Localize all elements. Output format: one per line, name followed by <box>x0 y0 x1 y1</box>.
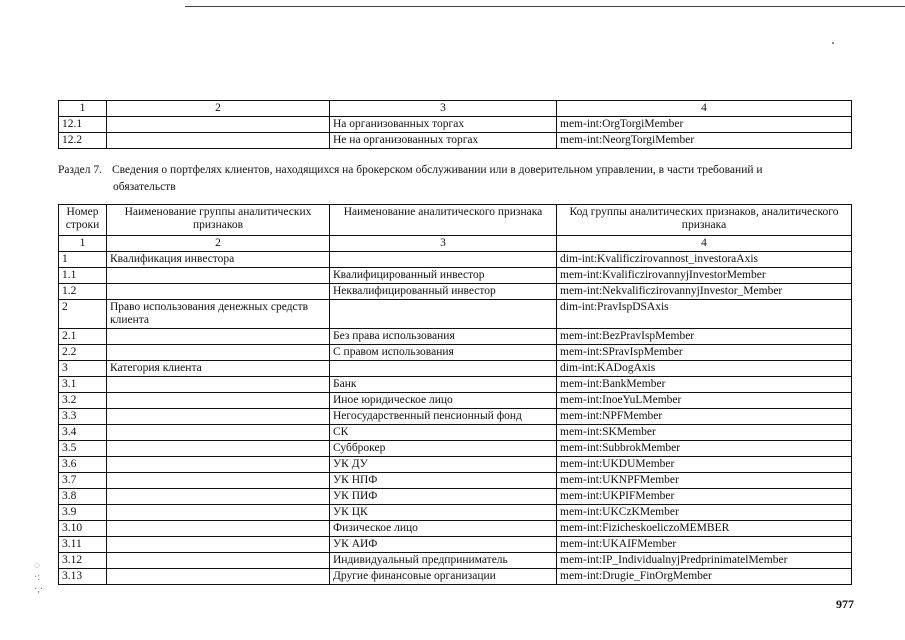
row-group <box>107 409 330 425</box>
row-number: 1.2 <box>59 284 107 300</box>
section-heading <box>58 162 858 196</box>
header-code: Код группы аналитических признаков, аналитического признака <box>557 205 852 236</box>
table-row <box>59 473 852 489</box>
row-group: Категория клиента <box>107 361 330 377</box>
col-number: 3 <box>330 101 557 117</box>
row-group <box>107 268 330 284</box>
row-number: 1.1 <box>59 268 107 284</box>
row-group <box>107 537 330 553</box>
col-number: 1 <box>59 236 107 252</box>
row-attribute: Неквалифицированный инвестор <box>330 284 557 300</box>
row-group <box>107 521 330 537</box>
table-row <box>59 252 852 268</box>
row-attribute: Иное юридическое лицо <box>330 393 557 409</box>
row-group <box>107 553 330 569</box>
row-attribute: С правом использования <box>330 345 557 361</box>
row-code: mem-int:Drugie_FinOrgMember <box>557 569 852 585</box>
row-code: mem-int:SubbrokMember <box>557 441 852 457</box>
row-attribute: Не на организованных торгах <box>330 133 557 149</box>
row-attribute: Субброкер <box>330 441 557 457</box>
table-row <box>59 117 852 133</box>
table-row <box>59 345 852 361</box>
row-code: mem-int:BezPravIspMember <box>557 329 852 345</box>
table-row <box>59 489 852 505</box>
row-number: 3 <box>59 361 107 377</box>
row-code: mem-int:BankMember <box>557 377 852 393</box>
row-group <box>107 284 330 300</box>
col-number: 1 <box>59 101 107 117</box>
row-code: mem-int:UKNPFMember <box>557 473 852 489</box>
table-row <box>59 361 852 377</box>
row-group <box>107 345 330 361</box>
header-attribute-name: Наименование аналитического признака <box>330 205 557 236</box>
col-number: 4 <box>557 101 852 117</box>
row-number: 2.2 <box>59 345 107 361</box>
row-attribute <box>330 361 557 377</box>
table-number-row <box>59 101 852 117</box>
table-row <box>59 537 852 553</box>
table-row <box>59 553 852 569</box>
section-7-table <box>58 204 852 585</box>
header-group-name: Наименование группы аналитических признаков <box>107 205 330 236</box>
row-number: 3.1 <box>59 377 107 393</box>
row-code: mem-int:UKPIFMember <box>557 489 852 505</box>
header-row-number: Номер строки <box>59 205 107 236</box>
row-attribute <box>330 300 557 329</box>
table-row <box>59 521 852 537</box>
table-row <box>59 441 852 457</box>
table-row <box>59 409 852 425</box>
table-number-row <box>59 236 852 252</box>
row-attribute: УК ЦК <box>330 505 557 521</box>
row-number: 3.5 <box>59 441 107 457</box>
row-number: 2.1 <box>59 329 107 345</box>
row-group <box>107 441 330 457</box>
row-group: Квалификация инвестора <box>107 252 330 268</box>
row-code: mem-int:NekvalificzirovannyjInvestor_Member <box>557 284 852 300</box>
row-code: mem-int:IP_IndividualnyjPredprinimatelMember <box>557 553 852 569</box>
row-group <box>107 117 330 133</box>
row-number: 3.7 <box>59 473 107 489</box>
row-number: 3.11 <box>59 537 107 553</box>
row-number: 1 <box>59 252 107 268</box>
row-group <box>107 329 330 345</box>
table-row <box>59 329 852 345</box>
row-group <box>107 473 330 489</box>
row-number: 2 <box>59 300 107 329</box>
row-attribute: На организованных торгах <box>330 117 557 133</box>
row-number: 12.2 <box>59 133 107 149</box>
row-code: mem-int:UKDUMember <box>557 457 852 473</box>
row-group <box>107 377 330 393</box>
row-attribute: УК АИФ <box>330 537 557 553</box>
row-number: 3.13 <box>59 569 107 585</box>
row-number: 12.1 <box>59 117 107 133</box>
row-code: dim-int:KADogAxis <box>557 361 852 377</box>
row-attribute: Банк <box>330 377 557 393</box>
continuation-table <box>58 100 852 149</box>
row-code: dim-int:Kvalificzirovannost_investoraAxis <box>557 252 852 268</box>
col-number: 2 <box>107 236 330 252</box>
col-number: 3 <box>330 236 557 252</box>
table-row <box>59 457 852 473</box>
top-rule <box>185 6 905 7</box>
row-number: 3.3 <box>59 409 107 425</box>
section-number: Раздел 7. <box>58 164 103 176</box>
row-code: mem-int:KvalificzirovannyjInvestorMember <box>557 268 852 284</box>
col-number: 4 <box>557 236 852 252</box>
col-number: 2 <box>107 101 330 117</box>
row-group <box>107 393 330 409</box>
row-group <box>107 133 330 149</box>
row-code: dim-int:PravIspDSAxis <box>557 300 852 329</box>
table-row <box>59 268 852 284</box>
table-row <box>59 569 852 585</box>
table-row <box>59 393 852 409</box>
table-row <box>59 284 852 300</box>
row-attribute: Физическое лицо <box>330 521 557 537</box>
row-number: 3.8 <box>59 489 107 505</box>
scan-margin-marks: ◌ ·: ·,· <box>34 560 44 595</box>
row-group <box>107 425 330 441</box>
row-number: 3.9 <box>59 505 107 521</box>
table-header-row <box>59 205 852 236</box>
row-code: mem-int:NPFMember <box>557 409 852 425</box>
page-number: 977 <box>836 597 854 611</box>
table-row <box>59 133 852 149</box>
row-code: mem-int:InoeYuLMember <box>557 393 852 409</box>
row-code: mem-int:UKCzKMember <box>557 505 852 521</box>
row-attribute: Негосударственный пенсионный фонд <box>330 409 557 425</box>
row-group <box>107 505 330 521</box>
table-row <box>59 505 852 521</box>
row-code: mem-int:SPravIspMember <box>557 345 852 361</box>
scan-speck <box>832 42 834 44</box>
row-number: 3.4 <box>59 425 107 441</box>
row-attribute: УК ДУ <box>330 457 557 473</box>
row-code: mem-int:NeorgTorgiMember <box>557 133 852 149</box>
row-attribute: Другие финансовые организации <box>330 569 557 585</box>
row-code: mem-int:UKAIFMember <box>557 537 852 553</box>
section-title-line2: обязательств <box>113 181 176 193</box>
row-number: 3.10 <box>59 521 107 537</box>
table-row <box>59 377 852 393</box>
row-group <box>107 489 330 505</box>
row-number: 3.2 <box>59 393 107 409</box>
row-code: mem-int:OrgTorgiMember <box>557 117 852 133</box>
table-row <box>59 300 852 329</box>
row-group <box>107 569 330 585</box>
table-row <box>59 425 852 441</box>
section-title-line1: Сведения о портфелях клиентов, находящихся на брокерском обслуживании или в доверительном управлении, в части требований и <box>112 164 763 176</box>
row-attribute: УК ПИФ <box>330 489 557 505</box>
row-attribute: УК НПФ <box>330 473 557 489</box>
row-attribute: Без права использования <box>330 329 557 345</box>
row-attribute <box>330 252 557 268</box>
row-code: mem-int:SKMember <box>557 425 852 441</box>
row-number: 3.6 <box>59 457 107 473</box>
row-group: Право использования денежных средств клиента <box>107 300 330 329</box>
row-group <box>107 457 330 473</box>
row-attribute: Квалифицированный инвестор <box>330 268 557 284</box>
row-number: 3.12 <box>59 553 107 569</box>
row-attribute: Индивидуальный предприниматель <box>330 553 557 569</box>
row-code: mem-int:FizicheskoeliczoMEMBER <box>557 521 852 537</box>
row-attribute: СК <box>330 425 557 441</box>
